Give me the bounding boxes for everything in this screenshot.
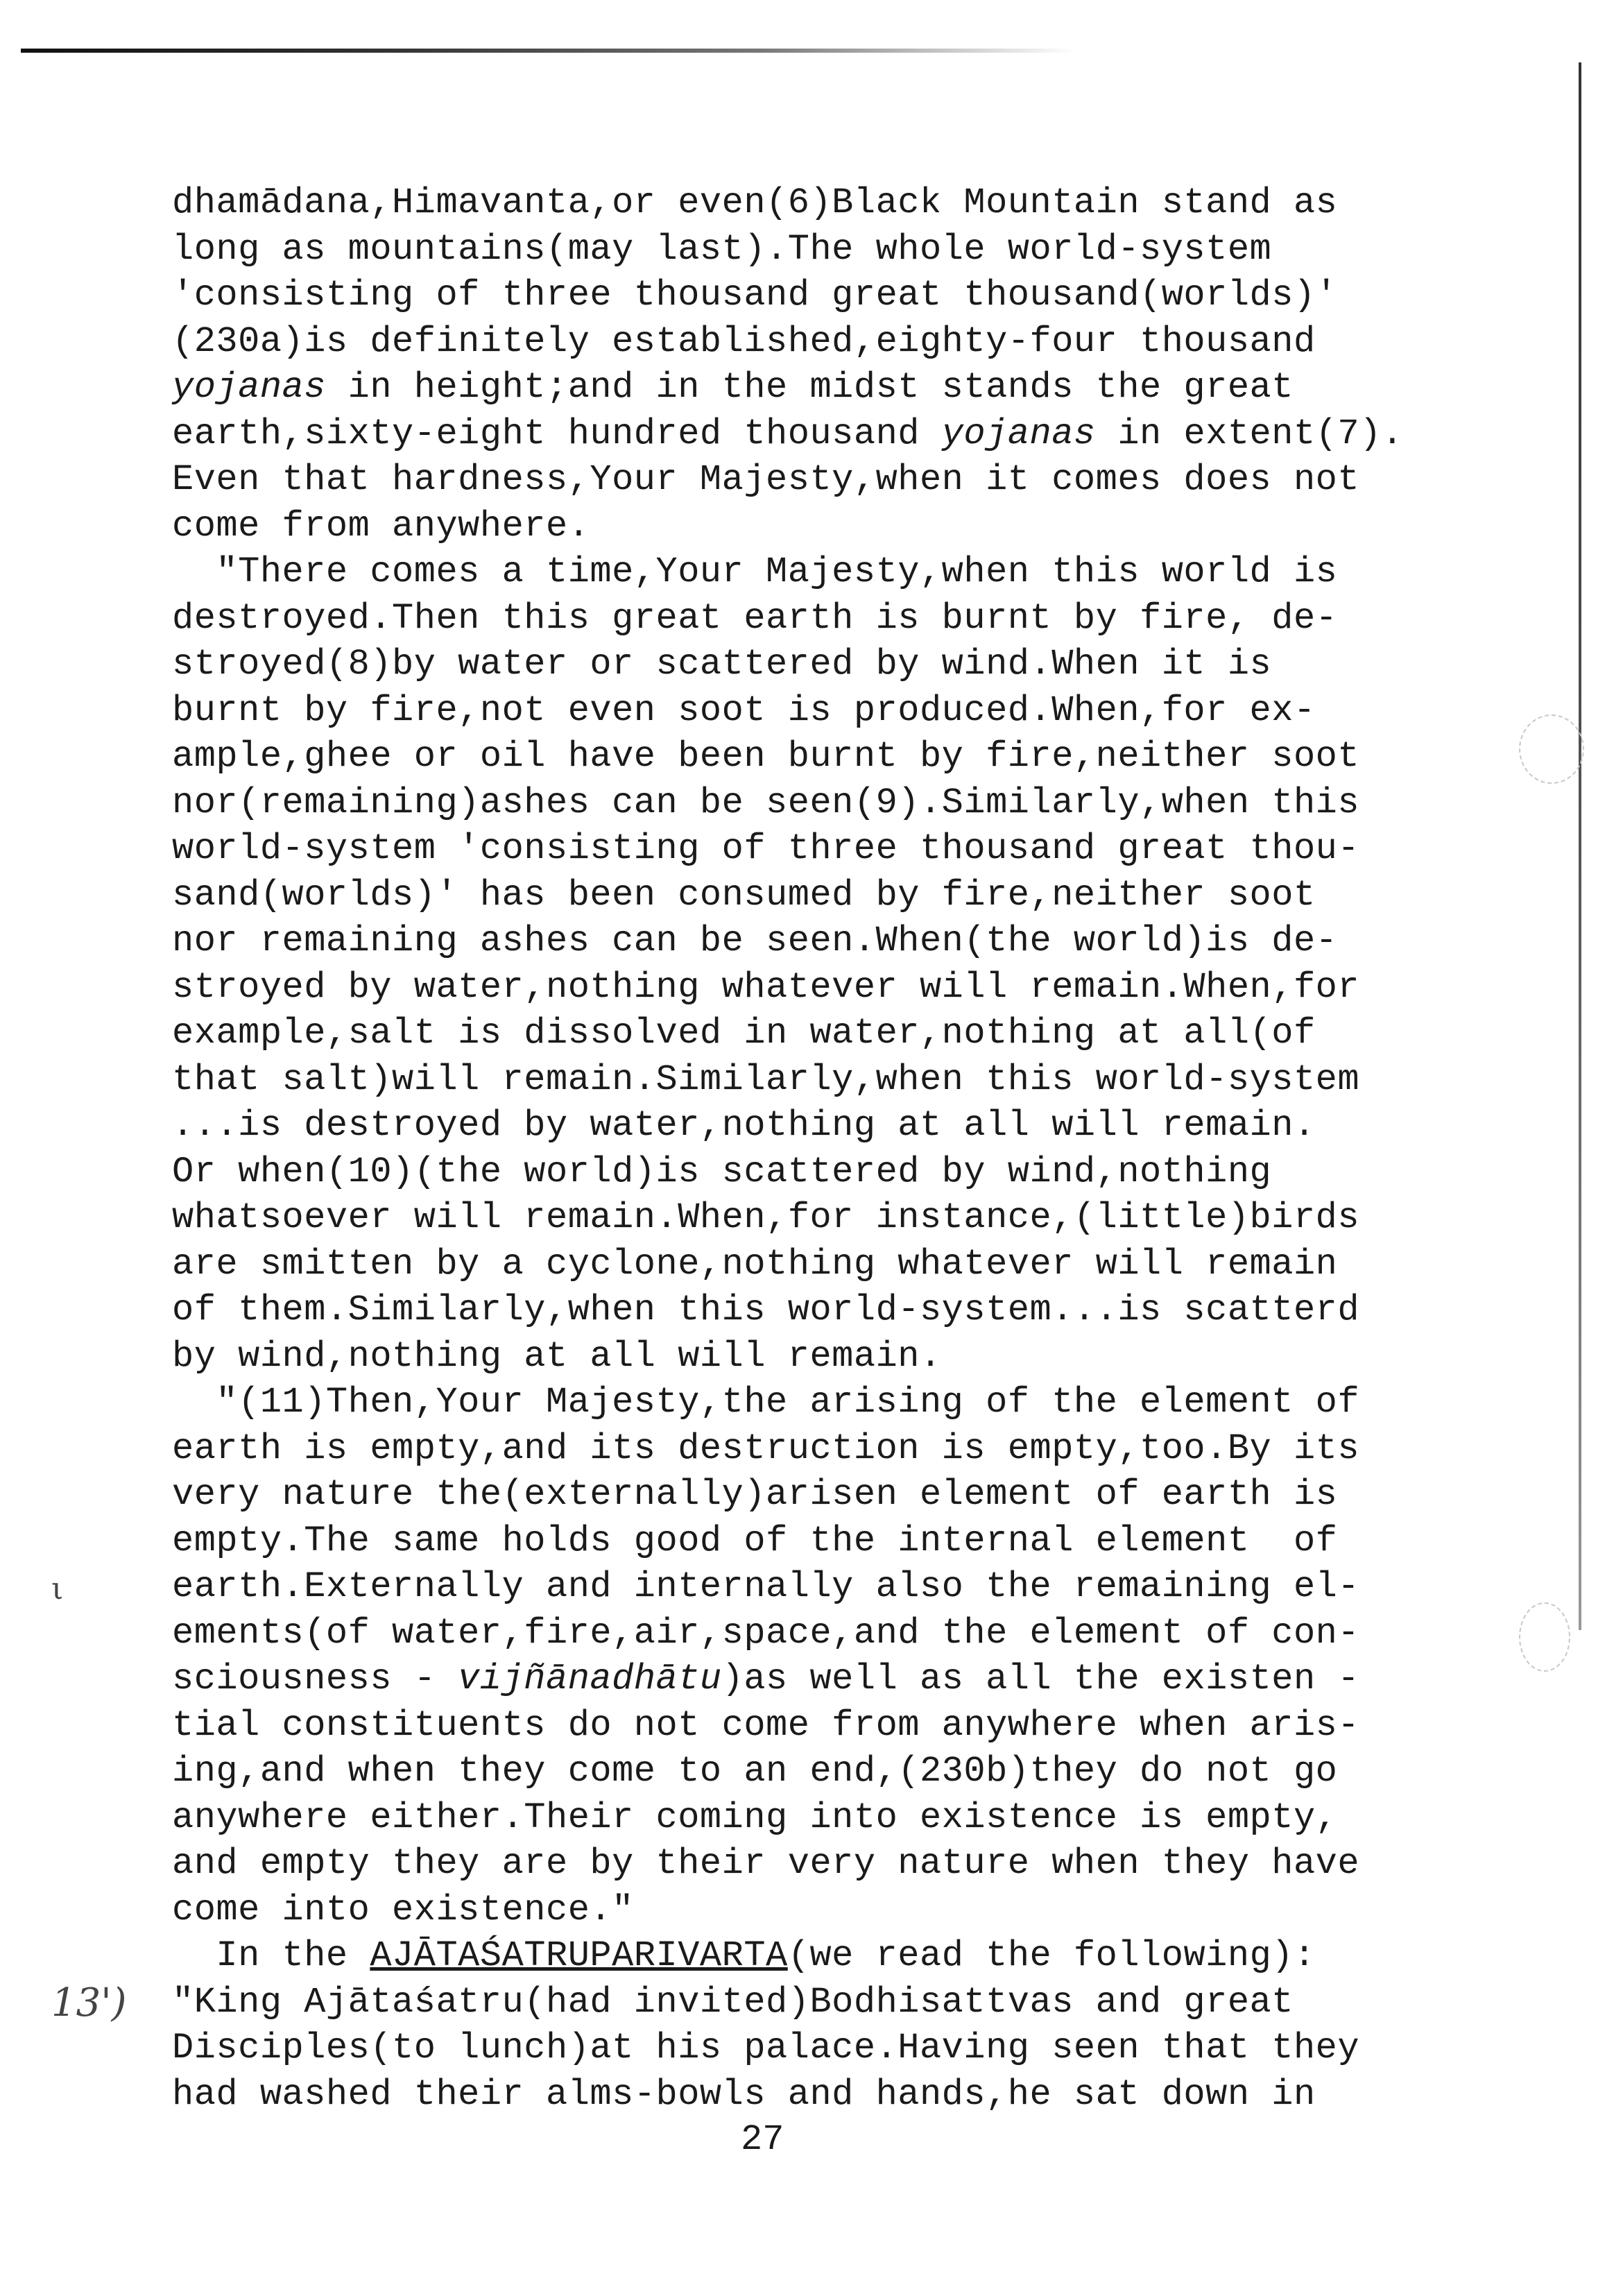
text-line xyxy=(172,1011,1559,1057)
text-run: by wind,nothing at all will remain. xyxy=(172,1335,942,1377)
text-run: ample,ghee or oil have been burnt by fire,neither soot xyxy=(172,736,1360,777)
text-run: destroyed.Then this great earth is burnt by fire, de- xyxy=(172,597,1338,639)
text-line xyxy=(172,873,1559,919)
text-run: dhamādana,Himavanta,or evеn(6)Black Mountain stand as xyxy=(172,182,1338,223)
page-number: 27 xyxy=(741,2119,784,2160)
text-run: anywhere either.Their coming into existence is empty, xyxy=(172,1797,1338,1838)
text-run: )as well as all the existen - xyxy=(721,1659,1360,1699)
text-run: whatsoever will remain.When,for instance,(little)birds xyxy=(172,1197,1360,1238)
text-line xyxy=(172,457,1559,504)
text-line xyxy=(172,1703,1559,1749)
text-line xyxy=(172,1564,1559,1611)
text-run: long as mountains(may last).The whole world-system xyxy=(172,228,1272,270)
body-text xyxy=(172,180,1559,2118)
text-run: and empty they are by their very nature when they have xyxy=(172,1843,1360,1884)
text-line xyxy=(172,1980,1559,2026)
margin-annotation: 13') xyxy=(51,1980,127,2025)
text-run: nor remaining ashes can be seen.When(the world)is de- xyxy=(172,920,1338,961)
text-line xyxy=(172,780,1559,827)
text-run: (230a)is definitely established,eighty-four thousand xyxy=(172,320,1316,362)
text-run: ements(of water,fire,air,space,and the element of con- xyxy=(172,1612,1360,1654)
text-line xyxy=(172,549,1559,596)
text-line xyxy=(172,504,1559,550)
text-run: "There comes a time,Your Majesty,when this world is xyxy=(172,551,1338,592)
text-run: earth.Externally and internally also the remaining el- xyxy=(172,1566,1360,1607)
margin-annotation: ι xyxy=(51,1571,64,1607)
text-run: are smitten by a cyclone,nothing whatever will remain xyxy=(172,1243,1338,1285)
text-line xyxy=(172,1933,1559,1980)
text-line xyxy=(172,1887,1559,1934)
text-run: that salt)will remain.Similarly,when this world-system xyxy=(172,1059,1360,1100)
text-run: earth,sixty-eight hundred thousand xyxy=(172,413,942,454)
text-run: had washed their alms-bowls and hands,he sat down in xyxy=(172,2073,1316,2115)
text-line xyxy=(172,319,1559,366)
top-rule xyxy=(21,49,1075,53)
text-line xyxy=(172,1242,1559,1288)
text-line xyxy=(172,734,1559,780)
text-line xyxy=(172,642,1559,688)
text-run: "King Ajātaśatru(had invited)Bodhisattvas and great xyxy=(172,1981,1294,2023)
text-line xyxy=(172,2025,1559,2072)
text-run: burnt by fire,not even soot is produced.When,for ex- xyxy=(172,689,1316,731)
text-run: earth is empty,and its destruction is empty,too.By its xyxy=(172,1428,1360,1469)
text-line xyxy=(172,2072,1559,2118)
text-run: "(11)Then,Your Majesty,the arising of the element of xyxy=(172,1382,1360,1423)
text-run: stroyed(8)by water or scattered by wind.When it is xyxy=(172,644,1272,685)
text-run: 'consisting of three thousand great thousand(worlds)' xyxy=(172,275,1338,316)
text-run: ing,and when they come to an end,(230b)they do not go xyxy=(172,1751,1338,1792)
text-run: In the xyxy=(172,1935,370,1976)
text-line xyxy=(172,965,1559,1011)
text-line xyxy=(172,180,1559,227)
text-line xyxy=(172,1103,1559,1149)
text-run: Even that hardness,Your Majesty,when it comes does not xyxy=(172,459,1360,500)
text-run: empty.The same holds good of the internal element of xyxy=(172,1520,1338,1561)
text-line xyxy=(172,1287,1559,1334)
text-line xyxy=(172,1518,1559,1565)
text-run: example,salt is dissolved in water,nothing at all(of xyxy=(172,1013,1316,1054)
text-run: in extent(7). xyxy=(1095,413,1404,454)
text-line xyxy=(172,411,1559,458)
text-run: of them.Similarly,when this world-system...is scatterd xyxy=(172,1290,1360,1330)
italic-term: yojanas xyxy=(941,413,1096,454)
text-run: sand(worlds)' has been consumed by fire,neither soot xyxy=(172,874,1316,916)
text-run: in height;and in the midst stands the great xyxy=(325,367,1294,408)
italic-term: vijñānadhātu xyxy=(458,1659,722,1699)
text-run: stroyed by water,nothing whatever will remain.When,for xyxy=(172,966,1360,1008)
text-run: Disciples(to lunch)at his palace.Having seen that they xyxy=(172,2028,1360,2068)
text-line xyxy=(172,1841,1559,1887)
text-line xyxy=(172,826,1559,873)
text-line xyxy=(172,1195,1559,1242)
text-line xyxy=(172,1380,1559,1426)
right-margin-rule xyxy=(1579,62,1581,1630)
text-run: Or when(10)(the world)is scattered by wind,nothing xyxy=(172,1151,1272,1192)
text-line xyxy=(172,688,1559,735)
text-line xyxy=(172,1057,1559,1104)
text-line xyxy=(172,227,1559,273)
text-line xyxy=(172,1611,1559,1657)
text-run: (we read the following): xyxy=(787,1935,1316,1976)
text-line xyxy=(172,1149,1559,1196)
text-run: come from anywhere. xyxy=(172,505,590,547)
text-run: ...is destroyed by water,nothing at all will remain. xyxy=(172,1105,1316,1146)
text-run: tial constituents do not come from anywhere when aris- xyxy=(172,1704,1360,1746)
text-run: very nature the(externally)arisen element of earth is xyxy=(172,1474,1338,1515)
text-line xyxy=(172,273,1559,319)
italic-term: yojanas xyxy=(172,367,326,408)
text-line xyxy=(172,365,1559,411)
text-line xyxy=(172,1334,1559,1380)
text-line xyxy=(172,1656,1559,1703)
text-line xyxy=(172,1426,1559,1473)
text-run: world-system 'consisting of three thousand great thou- xyxy=(172,828,1360,869)
text-line xyxy=(172,918,1559,965)
text-run: nor(remaining)ashes can be seen(9).Similarly,when this xyxy=(172,782,1360,823)
text-line xyxy=(172,1472,1559,1518)
text-line xyxy=(172,1795,1559,1842)
underlined-title: AJĀTAŚATRUPARIVARTA xyxy=(370,1935,788,1976)
text-run: come into existence." xyxy=(172,1889,634,1930)
text-run: sciousness - xyxy=(172,1659,458,1699)
text-line xyxy=(172,596,1559,642)
text-line xyxy=(172,1749,1559,1795)
